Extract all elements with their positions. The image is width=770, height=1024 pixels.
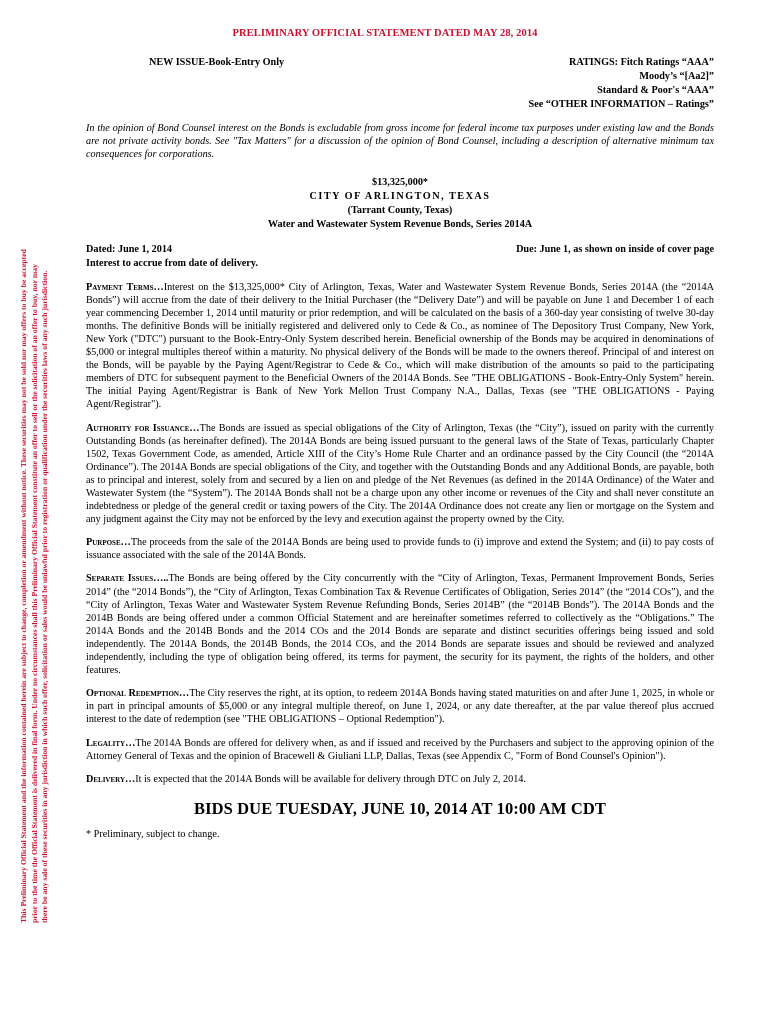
preliminary-notice-header: PRELIMINARY OFFICIAL STATEMENT DATED MAY 28, 2014 (232, 28, 538, 39)
statement-content (86, 56, 714, 841)
authority-body: The Bonds are issued as special obligations of the City of Arlington, Texas (the “City”), issued on parity with the currently Outstanding Bonds (as hereinafter defined). The 2014A Bonds are being issued pursuant to the general laws of the State of Texas, particularly Chapter 1502, Texas Government Code, as amended, Article XIII of the City’s Home Rule Charter and an ordinance passed by the City Council (the “2014A Ordinance”). The 2014A Bonds are special obligations of the City, and together with the Outstanding Bonds and any Additional Bonds, are payable, both as to principal and interest, solely from and secured by a lien on and pledge of the Net Revenues (as defined in the 2014A Ordinance) of the Water and Wastewater System (the “System”). The 2014A Bonds shall not be a charge upon any other income or revenues of the City and shall never constitute an indebtedness or pledge of the general credit or taxing powers of the City. The 2014A Ordinance does not create any lien or mortgage on the System and any judgment against the City may not be enforced by the levy and execution against the property owned by the City. (86, 422, 714, 526)
rating-reference: See “OTHER INFORMATION – Ratings” (528, 99, 714, 110)
issuer-name: CITY OF ARLINGTON, TEXAS (309, 190, 491, 202)
optional-redemption-heading: Optional Redemption… (86, 688, 190, 700)
separate-issues-paragraph (86, 572, 714, 677)
optional-redemption-paragraph (86, 687, 714, 726)
ratings-block (529, 56, 714, 112)
payment-terms-paragraph (86, 281, 714, 412)
interest-accrual: Interest to accrue from date of delivery. (86, 257, 258, 269)
legality-body: The 2014A Bonds are offered for delivery when, as and if issued and received by the Purchasers and subject to the approving opinion of the Attorney General of Texas and the opinion of Bracewell & Giuliani LLP, Dallas, Texas (see Appendix C, "Form of Bond Counsel's Opinion"). (86, 737, 714, 762)
legality-paragraph (86, 737, 714, 763)
dates-row (86, 243, 714, 271)
bids-due-banner: BIDS DUE TUESDAY, JUNE 10, 2014 AT 10:00 AM CDT (194, 798, 606, 818)
dated-block (86, 243, 258, 271)
authority-paragraph (86, 422, 714, 527)
issuer-county: (Tarrant County, Texas) (347, 204, 453, 216)
issue-ratings-row (86, 56, 714, 112)
due-date: Due: June 1, as shown on inside of cover page (516, 243, 714, 255)
rating-fitch: RATINGS: Fitch Ratings “AAA” (569, 57, 714, 68)
separate-issues-heading: Separate Issues….. (86, 573, 169, 585)
optional-redemption-body: The City reserves the right, at its option, to redeem 2014A Bonds having stated maturities on and after June 1, 2025, in whole or in part in principal amounts of $5,000 or any integral multiple thereof, on June 1, 2024, or any date thereafter, at the par value thereof plus accrued interest to the date of redemption (see "THE OBLIGATIONS – Optional Redemption"). (86, 688, 715, 726)
side-legend-line-1: This Preliminary Official Statement and the information contained herein are subject to change, completion or amendment without notice. These securities may not be sold nor may offers to buy be accepted (19, 249, 28, 923)
delivery-heading: Delivery… (86, 773, 136, 785)
legality-heading: Legality… (86, 737, 136, 749)
bond-title-block (86, 176, 714, 232)
rating-moodys: Moody’s “[Aa2]” (639, 71, 714, 82)
side-legend-line-2: prior to the time the Official Statement is delivered in final form. Under no circumstances shall this Preliminary Official Statement constitute an offer to sell or the solicitation of an offer to buy, nor may (29, 264, 39, 923)
delivery-paragraph (86, 773, 714, 786)
payment-terms-body: Interest on the $13,325,000* City of Arlington, Texas, Water and Wastewater System Revenue Bonds, Series 2014A (the “2014A Bonds”) will accrue from the date of their delivery to the Initial Purchaser (the “Delivery Date”) and will be payable on June 1 and December 1 of each year commencing December 1, 2014 until maturity or prior redemption, and will be calculated on the basis of a 360-day year consisting of twelve 30-day months. The definitive Bonds will be initially registered and delivered only to Cede & Co., as nominee of The Depository Trust Company, New York, New York ("DTC") pursuant to the Book-Entry-Only System described herein. Beneficial ownership of the Bonds may be acquired in denominations of $5,000 or integral multiples thereof within a maturity. No physical delivery of the Bonds will be made to the owners thereof. Principal of and interest on the Bonds, will be payable by the Paying Agent/Registrar to Cede & Co., which will make distribution of the amounts so paid to the participating members of DTC for subsequent payment to the Beneficial Owners of the 2014A Bonds. See "THE OBLIGATIONS - Book-Entry-Only System" herein. The initial Paying Agent/Registrar is Bank of New York Mellon Trust Company N.A., Dallas, Texas (see "THE OBLIGATIONS - Paying Agent/Registrar"). (86, 281, 714, 411)
dated-date: Dated: June 1, 2014 (86, 243, 173, 255)
preliminary-footnote: * Preliminary, subject to change. (86, 828, 220, 840)
bond-series: Water and Wastewater System Revenue Bonds, Series 2014A (267, 218, 533, 230)
payment-terms-heading: Payment Terms… (86, 281, 164, 293)
side-disclaimer-legend (19, 88, 71, 923)
bond-counsel-opinion: In the opinion of Bond Counsel interest on the Bonds is excludable from gross income for federal income tax purposes under existing law and the Bonds are not private activity bonds. See "Tax Matters" for a discussion of the opinion of Bond Counsel, including a description of alternative minimum tax consequences for corporations. (86, 123, 714, 161)
purpose-heading: Purpose… (86, 537, 131, 549)
new-issue-label: NEW ISSUE-Book-Entry Only (149, 57, 285, 68)
bond-amount: $13,325,000* (371, 176, 429, 188)
rating-sp: Standard & Poor's “AAA” (597, 85, 714, 96)
purpose-paragraph (86, 536, 714, 562)
separate-issues-body: The Bonds are being offered by the City concurrently with the “City of Arlington, Texas, Permanent Improvement Bonds, Series 2014” (the “2014 Bonds”), the “City of Arlington, Texas Combination Tax & Revenue Certificates of Obligation, Series 2014” (the “2014 COs”), and the “City of Arlington, Texas Water and Wastewater System Revenue Refunding Bonds, Series 2014B” (the “2014B Bonds”). The 2014A Bonds and the 2014B Bonds are being offered under a common Official Statement and are hereinafter sometimes referred to collectively as the “Obligations.” The 2014A Bonds and the 2014B Bonds and the 2014 COs and the 2014 Bonds are separate and distinct securities offerings being issued and sold independently. The 2014A Bonds, the 2014B Bonds, the 2014 COs, and the 2014 Bonds are separate issues and should be reviewed and analyzed independently, including the type of obligation being offered, its terms for payment, the security for its payment, the rights of the holders, and other features. (86, 573, 714, 677)
side-legend-line-3: there be any sale of these securities in any jurisdiction in which such offer, solicitation or sales would be unlawful prior to registration or qualification under the securities laws of any such jurisdiction. (40, 270, 50, 923)
purpose-body: The proceeds from the sale of the 2014A Bonds are being used to provide funds to (i) improve and extend the System; and (ii) to pay costs of issuance associated with the sale of the 2014A Bonds. (86, 537, 714, 562)
delivery-body: It is expected that the 2014A Bonds will be available for delivery through DTC on July 2, 2014. (135, 773, 526, 785)
authority-heading: Authority for Issuance… (86, 422, 200, 434)
